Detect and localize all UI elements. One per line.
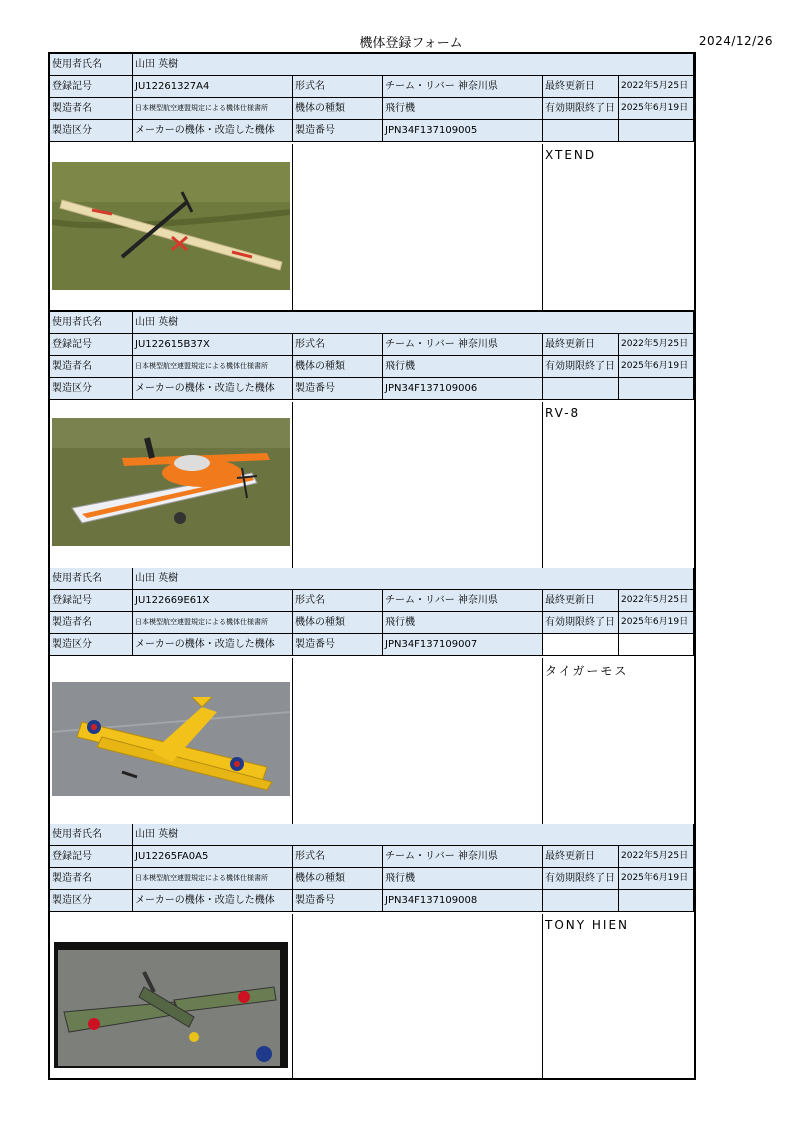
reg-no-value: JU12265FA0A5 [133, 846, 293, 868]
serial-label: 製造番号 [293, 378, 383, 400]
type-name-label: 形式名 [293, 334, 383, 356]
page-title: 機体登録フォーム [359, 36, 463, 51]
category-label: 製造区分 [50, 634, 133, 656]
model-name: タイガーモス [545, 664, 629, 678]
reg-no-value: JU122615B37X [133, 334, 293, 356]
photo-cell [50, 402, 293, 568]
aircraft-kind-value: 飛行機 [383, 356, 543, 378]
model-name: RV-8 [545, 406, 581, 420]
maker-value: 日本模型航空連盟規定による機体仕様書所 [133, 356, 293, 378]
maker-label: 製造者名 [50, 98, 133, 120]
blank-cell [293, 658, 543, 824]
last-update-value: 2022年5月25日 [619, 846, 694, 868]
type-name-label: 形式名 [293, 76, 383, 98]
biplane-photo [52, 682, 290, 796]
maker-label: 製造者名 [50, 868, 133, 890]
empty-cell [543, 634, 619, 656]
aircraft-kind-label: 機体の種類 [293, 868, 383, 890]
last-update-label: 最終更新日 [543, 334, 619, 356]
last-update-label: 最終更新日 [543, 76, 619, 98]
expiry-value: 2025年6月19日 [619, 356, 694, 378]
user-label: 使用者氏名 [50, 568, 133, 590]
serial-label: 製造番号 [293, 634, 383, 656]
user-value: 山田 英樹 [133, 54, 694, 76]
serial-label: 製造番号 [293, 120, 383, 142]
expiry-label: 有効期限終了日 [543, 98, 619, 120]
last-update-label: 最終更新日 [543, 846, 619, 868]
blank-cell [293, 914, 543, 1078]
photo-cell [50, 914, 293, 1078]
category-value: メーカーの機体・改造した機体 [133, 120, 293, 142]
user-value: 山田 英樹 [133, 824, 694, 846]
blank-cell [293, 402, 543, 568]
model-name: XTEND [545, 148, 597, 162]
last-update-value: 2022年5月25日 [619, 76, 694, 98]
aircraft-kind-label: 機体の種類 [293, 612, 383, 634]
registration-table [48, 52, 696, 1080]
empty-cell [543, 890, 619, 912]
aircraft-kind-value: 飛行機 [383, 98, 543, 120]
user-label: 使用者氏名 [50, 54, 133, 76]
reg-no-label: 登録記号 [50, 846, 133, 868]
maker-value: 日本模型航空連盟規定による機体仕様書所 [133, 98, 293, 120]
expiry-label: 有効期限終了日 [543, 612, 619, 634]
photo-cell [50, 658, 293, 824]
last-update-value: 2022年5月25日 [619, 590, 694, 612]
user-label: 使用者氏名 [50, 824, 133, 846]
user-value: 山田 英樹 [133, 568, 694, 590]
expiry-value: 2025年6月19日 [619, 98, 694, 120]
glider-photo [52, 162, 290, 290]
empty-cell [619, 120, 694, 142]
category-value: メーカーの機体・改造した機体 [133, 378, 293, 400]
photo-cell [50, 144, 293, 310]
type-name-value: チーム・リバー 神奈川県 [383, 334, 543, 356]
category-label: 製造区分 [50, 890, 133, 912]
last-update-label: 最終更新日 [543, 590, 619, 612]
maker-label: 製造者名 [50, 612, 133, 634]
aircraft-kind-value: 飛行機 [383, 612, 543, 634]
maker-label: 製造者名 [50, 356, 133, 378]
blank-cell [293, 144, 543, 310]
warbird-photo [54, 942, 288, 1068]
empty-cell [619, 890, 694, 912]
reg-no-value: JU122669E61X [133, 590, 293, 612]
orange-plane-photo [52, 418, 290, 546]
type-name-label: 形式名 [293, 590, 383, 612]
aircraft-kind-label: 機体の種類 [293, 98, 383, 120]
serial-value: JPN34F137109008 [383, 890, 543, 912]
user-label: 使用者氏名 [50, 312, 133, 334]
expiry-label: 有効期限終了日 [543, 868, 619, 890]
maker-value: 日本模型航空連盟規定による機体仕様書所 [133, 612, 293, 634]
category-value: メーカーの機体・改造した機体 [133, 634, 293, 656]
last-update-value: 2022年5月25日 [619, 334, 694, 356]
empty-cell [619, 378, 694, 400]
type-name-value: チーム・リバー 神奈川県 [383, 76, 543, 98]
aircraft-kind-value: 飛行機 [383, 868, 543, 890]
empty-cell [543, 120, 619, 142]
category-value: メーカーの機体・改造した機体 [133, 890, 293, 912]
category-label: 製造区分 [50, 120, 133, 142]
type-name-value: チーム・リバー 神奈川県 [383, 590, 543, 612]
reg-no-label: 登録記号 [50, 76, 133, 98]
serial-value: JPN34F137109007 [383, 634, 543, 656]
expiry-value: 2025年6月19日 [619, 612, 694, 634]
expiry-label: 有効期限終了日 [543, 356, 619, 378]
empty-cell [619, 634, 694, 656]
reg-no-value: JU12261327A4 [133, 76, 293, 98]
maker-value: 日本模型航空連盟規定による機体仕様書所 [133, 868, 293, 890]
serial-label: 製造番号 [293, 890, 383, 912]
print-date: 2024/12/26 [698, 34, 773, 48]
category-label: 製造区分 [50, 378, 133, 400]
reg-no-label: 登録記号 [50, 590, 133, 612]
aircraft-kind-label: 機体の種類 [293, 356, 383, 378]
type-name-value: チーム・リバー 神奈川県 [383, 846, 543, 868]
serial-value: JPN34F137109005 [383, 120, 543, 142]
type-name-label: 形式名 [293, 846, 383, 868]
reg-no-label: 登録記号 [50, 334, 133, 356]
serial-value: JPN34F137109006 [383, 378, 543, 400]
user-value: 山田 英樹 [133, 312, 694, 334]
empty-cell [543, 378, 619, 400]
model-name: TONY HIEN [545, 918, 630, 932]
expiry-value: 2025年6月19日 [619, 868, 694, 890]
